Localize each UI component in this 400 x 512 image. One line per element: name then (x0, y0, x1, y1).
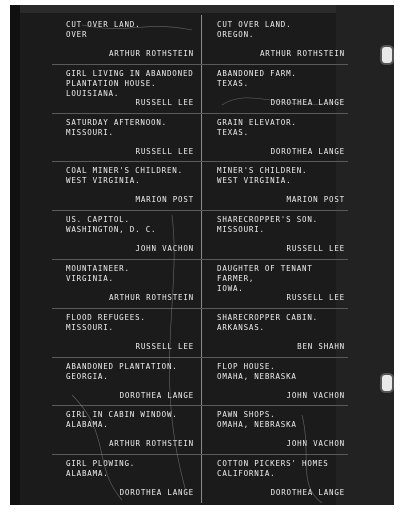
photographer-credit: JOHN VACHON (286, 439, 345, 449)
photographer-credit: ARTHUR ROTHSTEIN (108, 439, 194, 449)
photographer-credit: ARTHUR ROTHSTEIN (259, 49, 345, 58)
photographer-credit: RUSSELL LEE (135, 341, 194, 351)
scratch-line (72, 395, 122, 500)
film-scratch-marks (52, 15, 348, 503)
photographer-credit: MARION POST (286, 195, 345, 205)
photographer-credit: JOHN VACHON (286, 390, 345, 400)
photographer-credit: BEN SHAHN (297, 341, 345, 351)
scratch-line (82, 25, 192, 30)
caption-text: PAWN SHOPS. OMAHA, NEBRASKA (217, 410, 297, 430)
caption-text: SHARECROPPER'S SON. MISSOURI. (217, 215, 318, 235)
photo-negative-sheet (10, 5, 394, 505)
caption-text: MOUNTAINEER. VIRGINIA. (66, 264, 130, 283)
caption-text: GIRL LIVING IN ABANDONED PLANTATION HOUSE. LOUISIANA. (66, 68, 194, 98)
caption-text: COTTON PICKERS' HOMES CALIFORNIA. (217, 459, 329, 479)
photographer-credit: RUSSELL LEE (135, 146, 194, 156)
scratch-line (222, 98, 342, 105)
film-left-edge (10, 5, 20, 505)
binder-hole-icon (380, 373, 394, 393)
photographer-credit: ARTHUR ROTHSTEIN (108, 49, 194, 58)
caption-text: MINER'S CHILDREN. WEST VIRGINIA. (217, 166, 308, 186)
binder-hole-icon (380, 45, 394, 65)
scratch-line (169, 215, 187, 495)
caption-text: COAL MINER'S CHILDREN. WEST VIRGINIA. (66, 166, 183, 186)
photographer-credit: DOROTHEA LANGE (270, 488, 345, 498)
photographer-credit: DOROTHEA LANGE (119, 488, 194, 498)
caption-text: ABANDONED PLANTATION. GEORGIA. (66, 361, 178, 381)
caption-text: FLOP HOUSE. OMAHA, NEBRASKA (217, 361, 297, 381)
photographer-credit: RUSSELL LEE (286, 244, 345, 254)
caption-text: FLOOD REFUGEES. MISSOURI. (66, 312, 146, 332)
caption-text: ABANDONED FARM. TEXAS. (217, 68, 297, 88)
caption-text: CUT OVER LAND. OVER (66, 20, 141, 39)
photographer-credit: JOHN VACHON (135, 244, 194, 254)
caption-text: GIRL PLOWING. ALABAMA. (66, 459, 136, 479)
photographer-credit: DOROTHEA LANGE (270, 146, 345, 156)
caption-text: DAUGHTER OF TENANT FARMER, IOWA. (217, 264, 313, 293)
caption-text: SATURDAY AFTERNOON. MISSOURI. (66, 117, 167, 137)
caption-text: GIRL IN CABIN WINDOW. ALABAMA. (66, 410, 178, 430)
caption-text: CUT OVER LAND. OREGON. (217, 20, 292, 39)
caption-text: SHARECROPPER CABIN. ARKANSAS. (217, 312, 318, 332)
photographer-credit: DOROTHEA LANGE (119, 390, 194, 400)
caption-text: GRAIN ELEVATOR. TEXAS. (217, 117, 297, 137)
scratch-line (302, 415, 322, 503)
photographer-credit: MARION POST (135, 195, 194, 205)
photographer-credit: RUSSELL LEE (135, 97, 194, 107)
caption-text: US. CAPITOL. WASHINGTON, D. C. (66, 215, 157, 235)
photographer-credit: ARTHUR ROTHSTEIN (108, 293, 194, 302)
photographer-credit: RUSSELL LEE (286, 293, 345, 302)
caption-grid (52, 15, 348, 503)
photographer-credit: DOROTHEA LANGE (270, 97, 345, 107)
